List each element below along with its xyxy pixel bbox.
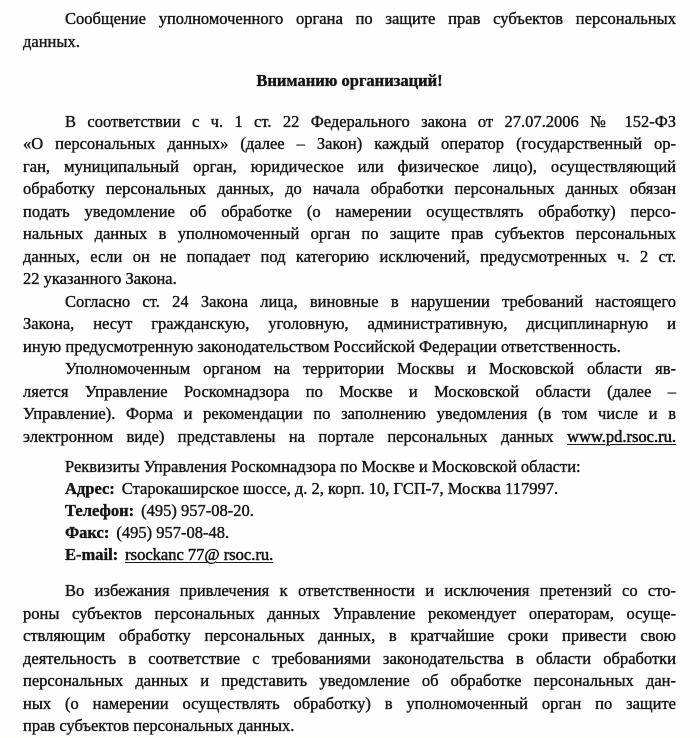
contact-label: Телефон: xyxy=(65,501,135,520)
text-line: деятельность в соответствие с требованиями законодательства в области обработки xyxy=(23,648,676,668)
text-line: данных, если он не попадает под категорию исключений, предусмотренных ч. 2 ст. xyxy=(23,246,676,266)
text-line: Закона, несут гражданскую, уголовную, административную, дисциплинарную и xyxy=(23,314,676,333)
text-line: прав субъектов персональных данных. xyxy=(23,716,295,735)
text-line: ствляющим обработку персональных данных, в кратчайшие сроки привести свою xyxy=(23,626,676,645)
text-fragment: электронном виде) представлены на портале персональных данных xyxy=(23,426,568,446)
portal-url-link[interactable]: www.pd.rsoc.ru. xyxy=(567,426,676,446)
body-paragraph-authority xyxy=(23,358,676,448)
text-line: Согласно ст. 24 Закона лица, виновные в нарушении требований настоящего xyxy=(65,291,676,311)
contacts-rows xyxy=(65,478,676,566)
contact-label: Факс: xyxy=(65,523,110,542)
text-line: 22 указанного Закона. xyxy=(23,269,177,288)
contact-row xyxy=(65,544,676,566)
contact-label: E-mail: xyxy=(65,545,119,564)
notice-heading: Вниманию организаций! xyxy=(256,71,443,90)
text-line: ган, муниципальный орган, юридическое или физическое лицо), осуществляющий xyxy=(23,156,676,176)
contact-value: Старокаширское шоссе, д. 2, корп. 10, ГСП-7, Москва 117997. xyxy=(121,479,559,498)
closing-paragraph xyxy=(23,580,676,738)
intro-paragraph xyxy=(23,8,676,53)
text-line: иную предусмотренную законодательством Российской Федерации ответственность. xyxy=(23,336,621,356)
text-line: Управление). Форма и рекомендации по заполнению уведомления (в том числе и в xyxy=(23,404,676,423)
contact-row xyxy=(65,500,676,522)
body-paragraph-liability xyxy=(23,291,676,359)
text-line: персональных данных и представить уведомление об обработке персональных дан- xyxy=(23,671,676,690)
text-line: Во избежания привлечения к ответственности и исключения претензий со сто- xyxy=(65,581,676,600)
text-line: нальных данных в уполномоченный орган по защите прав субъектов персональных xyxy=(23,224,676,243)
text-line: подать уведомление об обработке (о намерении осуществлять обработку) персо- xyxy=(23,201,676,221)
contacts-block xyxy=(65,456,676,566)
text-line: В соответствии с ч. 1 ст. 22 Федерального закона от 27.07.2006 № 152-ФЗ xyxy=(65,111,676,131)
text-line: Сообщение уполномоченного органа по защите прав субъектов персональных xyxy=(65,9,676,28)
text-line: роны субъектов персональных данных Управление рекомендует операторам, осуще- xyxy=(23,603,676,623)
text-line: обработку персональных данных, до начала обработки персональных данных обязан xyxy=(23,179,676,198)
text-line: ляется Управление Роскомнадзора по Москве и Московской области (далее – xyxy=(23,381,676,401)
text-line: данных. xyxy=(23,31,80,51)
contact-row xyxy=(65,478,676,500)
text-line: «О персональных данных» (далее – Закон) каждый оператор (государственный ор- xyxy=(23,134,676,153)
body-paragraph-law xyxy=(23,111,676,291)
text-line: ных (о намерении осуществлять обработку) в уполномоченный орган по защите xyxy=(23,693,676,713)
text-line xyxy=(23,426,676,449)
contact-value: (495) 957-08-48. xyxy=(116,523,230,542)
text-line: Уполномоченным органом на территории Москвы и Московской области яв- xyxy=(65,359,676,378)
contact-label: Адрес: xyxy=(65,479,115,498)
contact-row xyxy=(65,522,676,544)
contact-value: (495) 957-08-20. xyxy=(141,501,254,520)
contacts-title: Реквизиты Управления Роскомнадзора по Москве и Московской области: xyxy=(65,457,581,476)
contact-email-link[interactable]: rsockanc 77@ rsoc.ru. xyxy=(125,545,274,564)
